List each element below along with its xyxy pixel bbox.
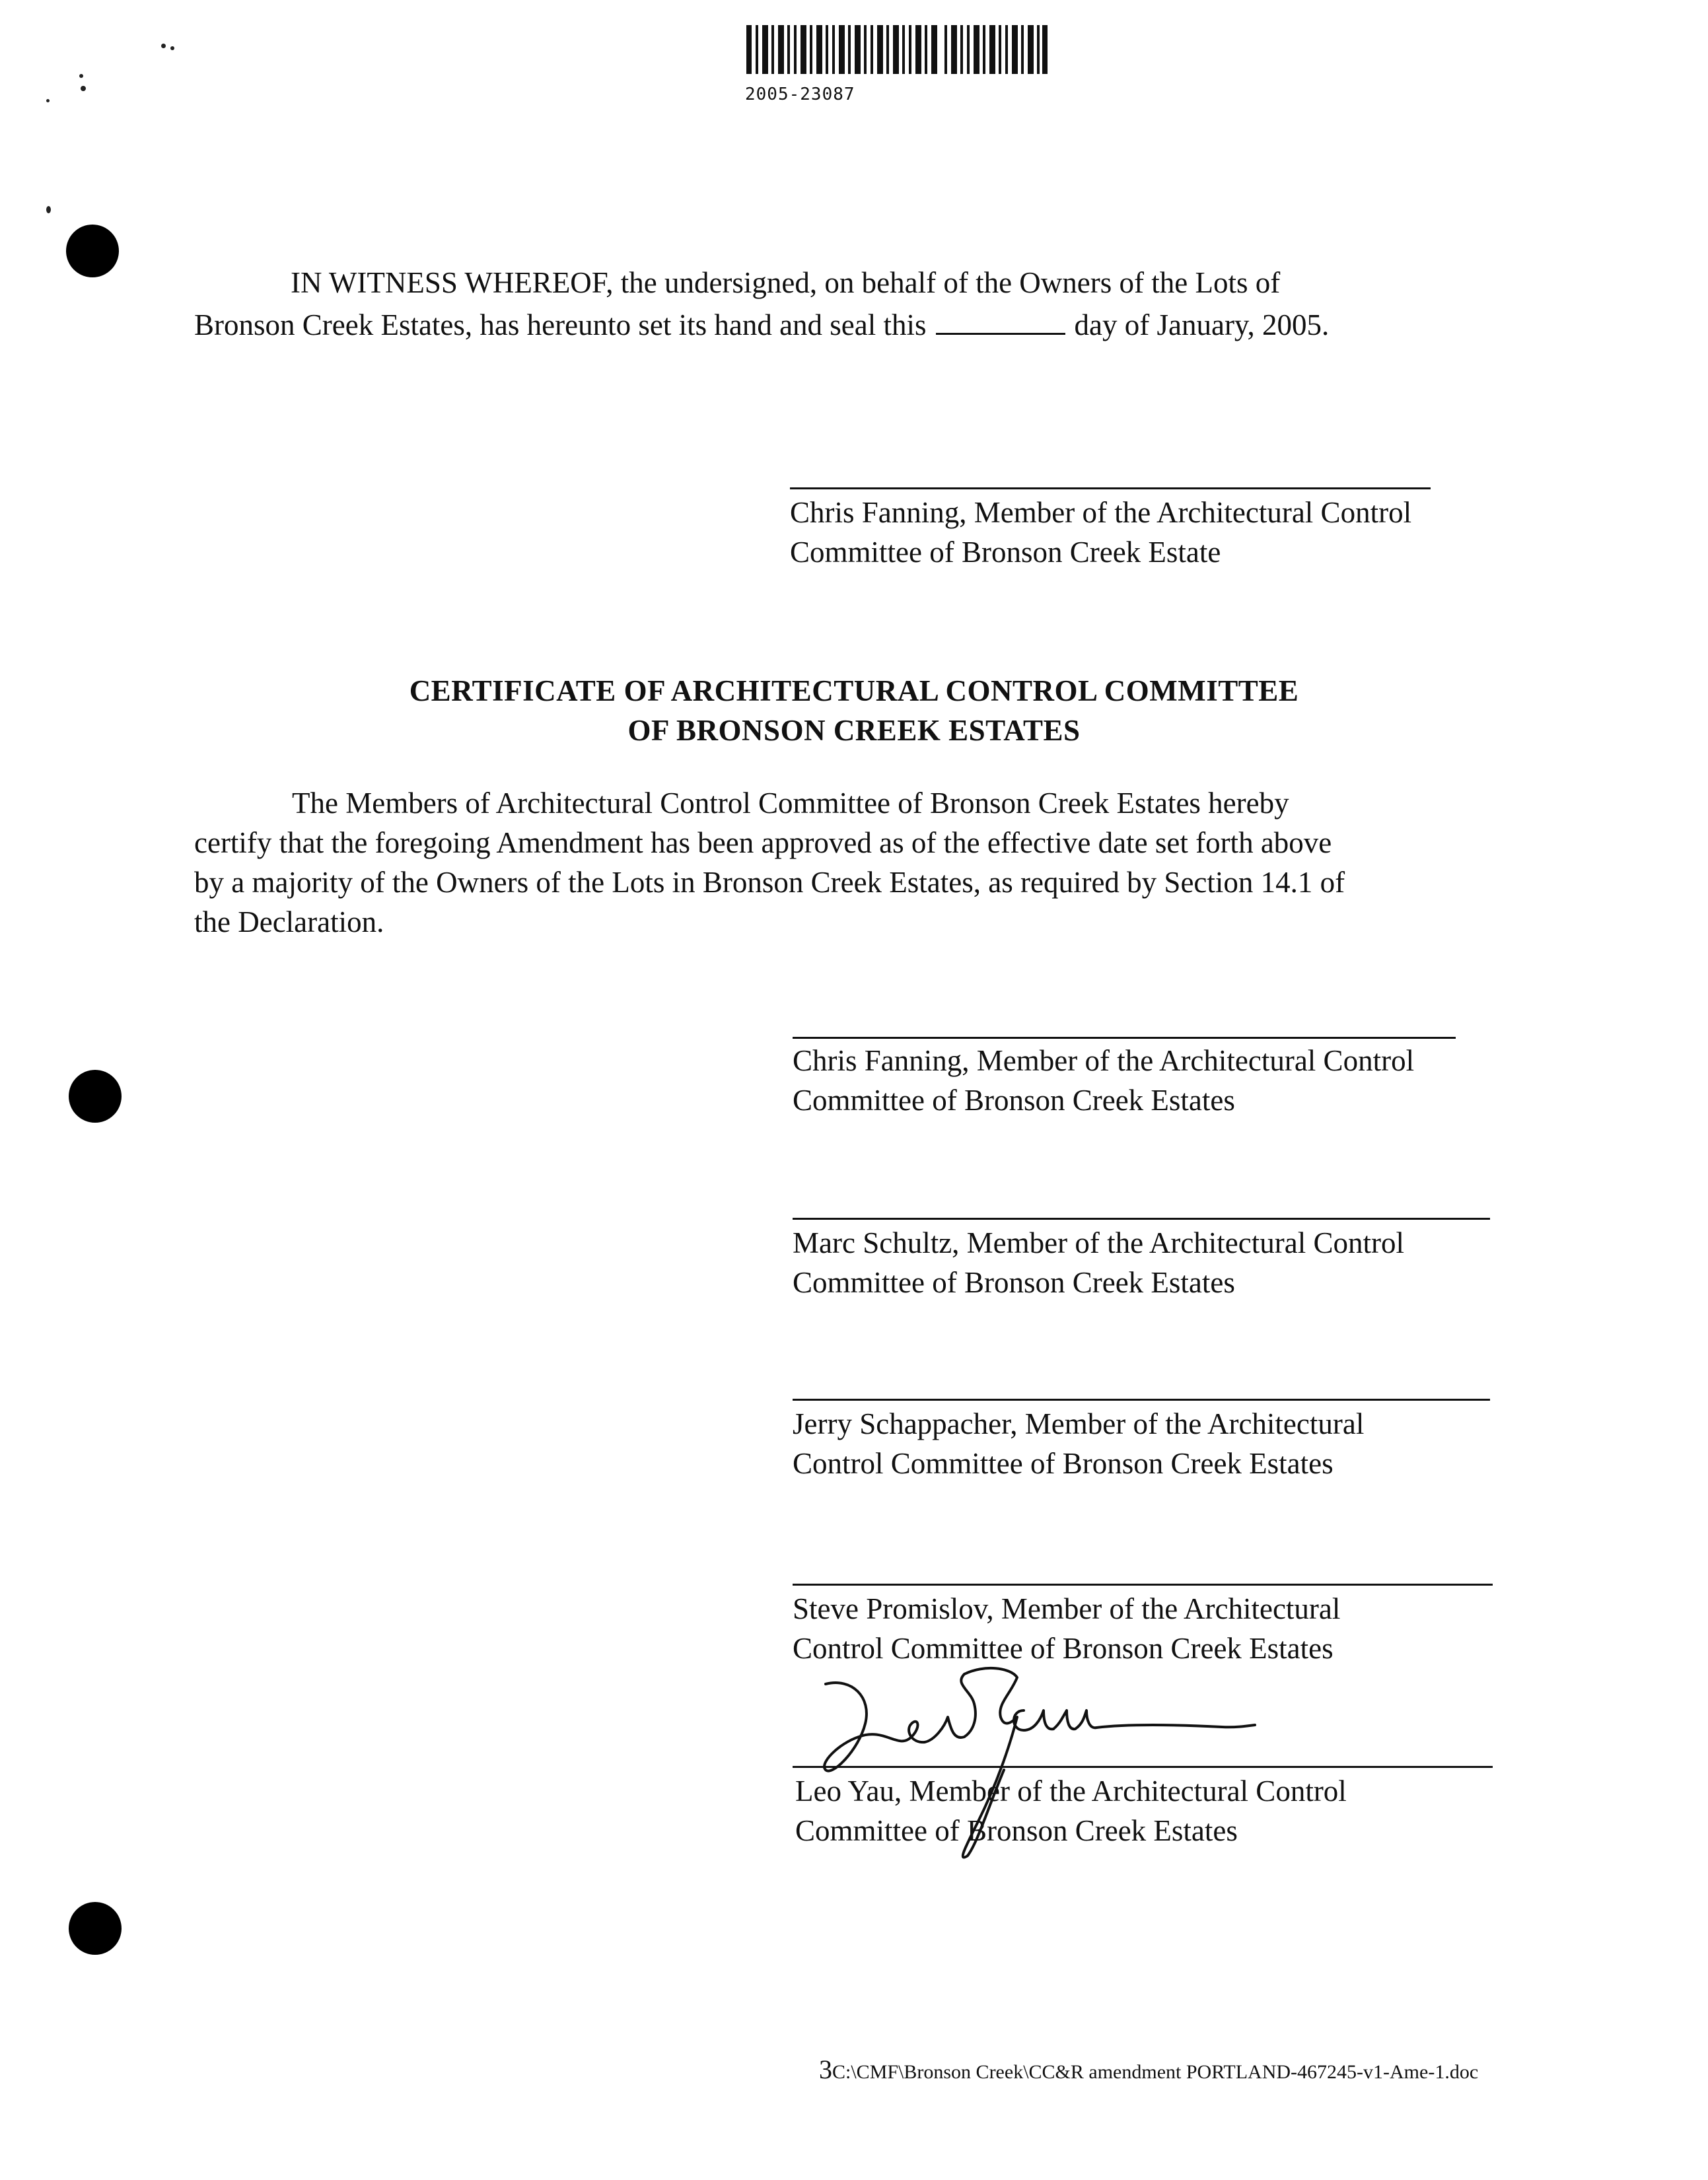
signature-line bbox=[793, 1037, 1456, 1039]
certificate-body-line-3: by a majority of the Owners of the Lots in Bronson Creek Estates, as required by Section 14.1 of bbox=[194, 866, 1345, 899]
signature-line bbox=[793, 1218, 1490, 1220]
witness-text-1: IN WITNESS WHEREOF, the undersigned, on behalf of the Owners of the Lots of bbox=[291, 266, 1281, 299]
witness-line-1 bbox=[291, 263, 1280, 302]
signature-line bbox=[793, 1399, 1490, 1401]
page-number: 3 bbox=[819, 2055, 832, 2084]
scan-speck bbox=[170, 46, 174, 50]
certificate-body-line-2: certify that the foregoing Amendment has been approved as of the effective date set forth above bbox=[194, 826, 1332, 859]
date-blank bbox=[936, 306, 1065, 335]
signature-line bbox=[790, 487, 1431, 489]
signatory-committee-line: Committee of Bronson Creek Estate bbox=[790, 536, 1221, 569]
barcode bbox=[746, 25, 1048, 74]
witness-line-2 bbox=[194, 305, 1329, 345]
signatory-block bbox=[793, 1223, 1404, 1302]
witness-text-2: Bronson Creek Estates, has hereunto set its hand and seal this bbox=[194, 308, 927, 341]
signatory-name-line: Marc Schultz, Member of the Architectural Control bbox=[793, 1226, 1404, 1259]
signatory-block bbox=[793, 1041, 1414, 1120]
scan-speck bbox=[46, 206, 51, 213]
signatory-committee-line: Control Committee of Bronson Creek Estates bbox=[793, 1447, 1334, 1480]
scan-speck bbox=[79, 74, 83, 78]
certificate-body-line-1: The Members of Architectural Control Committee of Bronson Creek Estates hereby bbox=[292, 787, 1289, 820]
document-footer bbox=[819, 2054, 1478, 2085]
signatory-name-line: Jerry Schappacher, Member of the Architectural bbox=[793, 1407, 1365, 1440]
scan-speck bbox=[46, 99, 50, 102]
scan-speck bbox=[161, 44, 166, 48]
signatory-committee-line: Committee of Bronson Creek Estates bbox=[793, 1084, 1235, 1117]
certificate-body-line-4: the Declaration. bbox=[194, 905, 384, 938]
signatory-block bbox=[793, 1589, 1340, 1668]
punch-hole-middle bbox=[69, 1070, 122, 1123]
punch-hole-top bbox=[66, 225, 119, 277]
signature-line bbox=[793, 1584, 1493, 1586]
signatory-committee-line: Control Committee of Bronson Creek Estates bbox=[793, 1632, 1334, 1665]
certificate-title-line-2: OF BRONSON CREEK ESTATES bbox=[627, 714, 1081, 747]
signatory-committee-line: Committee of Bronson Creek Estates bbox=[795, 1814, 1238, 1847]
file-path: C:\CMF\Bronson Creek\CC&R amendment PORTLAND-467245-v1-Ame-1.doc bbox=[832, 2061, 1479, 2083]
signatory-name-line: Leo Yau, Member of the Architectural Control bbox=[795, 1775, 1347, 1808]
certificate-title-line-1: CERTIFICATE OF ARCHITECTURAL CONTROL COMMITTEE bbox=[409, 674, 1299, 707]
scan-speck bbox=[81, 86, 86, 91]
signatory-committee-line: Committee of Bronson Creek Estates bbox=[793, 1266, 1235, 1299]
signatory-block bbox=[790, 493, 1411, 572]
handwritten-signature bbox=[812, 1664, 1262, 1862]
witness-text-3: day of January, 2005. bbox=[1074, 308, 1330, 341]
signatory-name-line: Chris Fanning, Member of the Architectural Control bbox=[793, 1044, 1415, 1077]
signatory-name-line: Chris Fanning, Member of the Architectural Control bbox=[790, 496, 1412, 529]
signatory-name-line: Steve Promislov, Member of the Architectural bbox=[793, 1592, 1341, 1625]
barcode-number: 2005-23087 bbox=[745, 85, 855, 104]
signatory-block bbox=[793, 1404, 1364, 1483]
punch-hole-bottom bbox=[69, 1902, 122, 1955]
